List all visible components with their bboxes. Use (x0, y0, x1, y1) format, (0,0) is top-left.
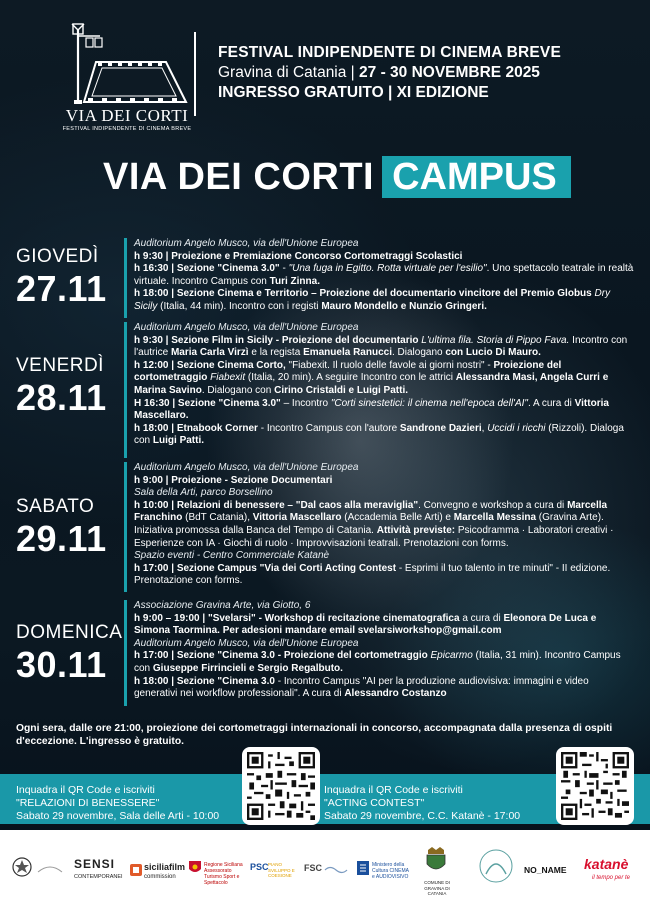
day-name-giovedi: GIOVEDÌ (16, 246, 99, 267)
day-name-sabato: SABATO (16, 496, 95, 517)
header-line-3: INGRESSO GRATUITO | XI EDIZIONE (218, 84, 489, 101)
siciliafilm-mark-icon (130, 864, 142, 876)
siciliafilm-logo: siciliafilm (144, 862, 186, 872)
qr-right-text: Inquadra il QR Code e iscriviti "ACTING CONTEST" Sabato 29 novembre, C.C. Katanè - 17:00 (324, 784, 521, 822)
header-divider (194, 32, 196, 116)
partner-small-logo (36, 862, 64, 876)
sensi-subtitle: CONTEMPORANEI (74, 874, 123, 880)
day-date-domenica: 30.11 (16, 644, 107, 685)
qr-code-acting-contest[interactable] (556, 747, 634, 825)
schedule-domenica: Associazione Gravina Arte, via Giotto, 6 h 9:00 – 19:00 | "Svelarsi" - Workshop di recitazione cinematografica a cura di Eleonora De Luca e Simona Taormina. Per adesioni mandare email svelarsiworkshop@gmail.com Auditorium Angelo Musco, via dell'Unione Europea h 17:00 | Sezione "Cinema 3.0 - Proiezione del cortometraggio Epicarmo (Italia, 31 min). Incontro Campus con Giuseppe Firrincieli e Sergio Regalbuto. h 18:00 | Sezione "Cinema 3.0 - Incontro Campus "AI per la produzione audiovisiva: immagini e video generativi nei workflow professionali". A cura di Alessandro Costanzo (134, 600, 621, 700)
title-part-1: VIA DEI CORTI (103, 155, 375, 198)
qr-code-icon (561, 752, 629, 820)
day-separator (124, 322, 127, 458)
day-separator (124, 238, 127, 318)
day-date-venerdi: 28.11 (16, 377, 107, 418)
logo-title: VIA DEI CORTI (65, 106, 189, 125)
partner-wave-logo-icon (324, 864, 348, 874)
partner-logo-icon (36, 862, 64, 874)
siciliafilm-subtitle: commission (144, 874, 176, 880)
main-title (103, 156, 571, 198)
gravina-arte-logo-icon (478, 848, 514, 884)
header-text (218, 43, 561, 103)
regione-sicilia-crest-icon (188, 860, 202, 876)
day-separator (124, 600, 127, 706)
ministero-emblem-icon (356, 860, 370, 876)
festival-logo (62, 22, 192, 140)
schedule-sabato: Auditorium Angelo Musco, via dell'Unione Europea h 9:00 | Proiezione - Sezione Documentari Sala della Arti, parco Borsellino h 10:00 | Relazioni di benessere – "Dal caos alla meraviglia". Convegno e workshop a cura di Marcella Franchino (BdT Catania), Vittoria Mascellaro (Accademia Belle Arti) e Marcella Messina (Gravina Arte). Iniziativa promossa dalla Banca del Tempo di Catania. Attività previste: Psicodramma · Laboratori creativi · Esperienze con IA · Giochi di ruolo · Improvvisazioni teatrali. Prenotazioni con forms. Spazio eventi - Centro Commerciale Katanè h 17:00 | Sezione Campus "Via dei Corti Acting Contest - Esprimi il tuo talento in tre minuti" - II edizione. Prenotazione con forms. (134, 462, 614, 587)
noname-logo: NO_NAME (524, 865, 567, 875)
qr-code-icon (247, 752, 315, 820)
logo-subtitle: FESTIVAL INDIPENDENTE DI CINEMA BREVE (62, 126, 192, 132)
sponsor-logos-strip (0, 830, 650, 906)
qr-left-text: Inquadra il QR Code e iscriviti "RELAZIONI DI BENESSERE" Sabato 29 novembre, Sala delle Arti - 10:00 (16, 784, 220, 822)
day-date-giovedi: 27.11 (16, 268, 107, 309)
evening-screenings-note: Ogni sera, dalle ore 21:00, proiezione dei cortometraggi internazionali in concorso, accompagnata dalla presenza di ospiti d'eccezione. L'ingresso è gratuito. (16, 723, 613, 747)
schedule-giovedi: Auditorium Angelo Musco, via dell'Unione Europea h 9:30 | Proiezione e Premiazione Concorso Cortometraggi Scolastici h 16:30 | Sezione "Cinema 3.0" - "Una fuga in Egitto. Rotta virtuale per l'esilio". Uno spettacolo teatrale in realtà virtuale. Incontro Campus con Turi Zinna. h 18:00 | Sezione Cinema e Territorio – Proiezione del documentario vincitore del Premio Globus Dry Sicily (Italia, 44 min). Incontro con i registi Mauro Mondello e Nunzio Gringeri. (134, 238, 634, 312)
italian-republic-emblem-icon (12, 856, 32, 878)
ministero-text: Ministero della Cultura CINEMA e AUDIOVISIVO (372, 862, 409, 880)
schedule-venerdi: Auditorium Angelo Musco, via dell'Unione Europea h 9:30 | Sezione Film in Sicily - Proiezione del documentario L'ultima fila. Storia di Pippo Fava. Incontro con l'autrice Maria Carla Virzì e la regista Emanuela Ranucci. Dialogano con Lucio Di Mauro. h 12:00 | Sezione Cinema Corto, "Fiabexit. Il ruolo delle favole ai giorni nostri" - Proiezione del cortometraggio Fiabexit (Italia, 20 min). A seguire Incontro con le attrici Alessandra Masi, Angela Curri e Marina Savino. Dialogano con Cirino Cristaldi e Luigi Patti. H 16:30 | Sezione "Cinema 3.0" – Incontro "Corti sinestetici: il cinema nell'epoca dell'AI". A cura di Vittoria Mascellaro. h 18:00 | Etnabook Corner - Incontro Campus con l'autore Sandrone Dazieri, Uccidi i ricchi (Rizzoli). Dialoga con Luigi Patti. (134, 322, 628, 447)
title-part-2-badge: CAMPUS (382, 156, 571, 198)
psc-subtitle: PIANO SVILUPPO E COESIONE (268, 862, 295, 878)
psc-logo: PSC (250, 862, 269, 872)
header-line-1: FESTIVAL INDIPENDENTE DI CINEMA BREVE (218, 44, 561, 61)
day-name-domenica: DOMENICA (16, 622, 123, 643)
comune-gravina-crest-icon (424, 846, 448, 876)
day-separator (124, 462, 127, 592)
street-lamp-film-icon (62, 22, 192, 106)
katane-tagline: il tempo per te (592, 875, 631, 881)
sensi-logo: SENSI (74, 857, 116, 871)
day-date-sabato: 29.11 (16, 518, 107, 559)
regione-siciliana-text: Regione Siciliana Assessorato Turismo Sport e Spettacolo (204, 862, 243, 886)
katane-logo: katanè (584, 856, 629, 872)
comune-text: COMUNE DI GRAVINA DI CATANIA (424, 880, 450, 896)
day-name-venerdi: VENERDÌ (16, 355, 104, 376)
fsc-logo: FSC (304, 863, 322, 873)
qr-code-relazioni-di-benessere[interactable] (242, 747, 320, 825)
header-line-2: Gravina di Catania | 27 - 30 NOVEMBRE 2025 (218, 64, 540, 81)
